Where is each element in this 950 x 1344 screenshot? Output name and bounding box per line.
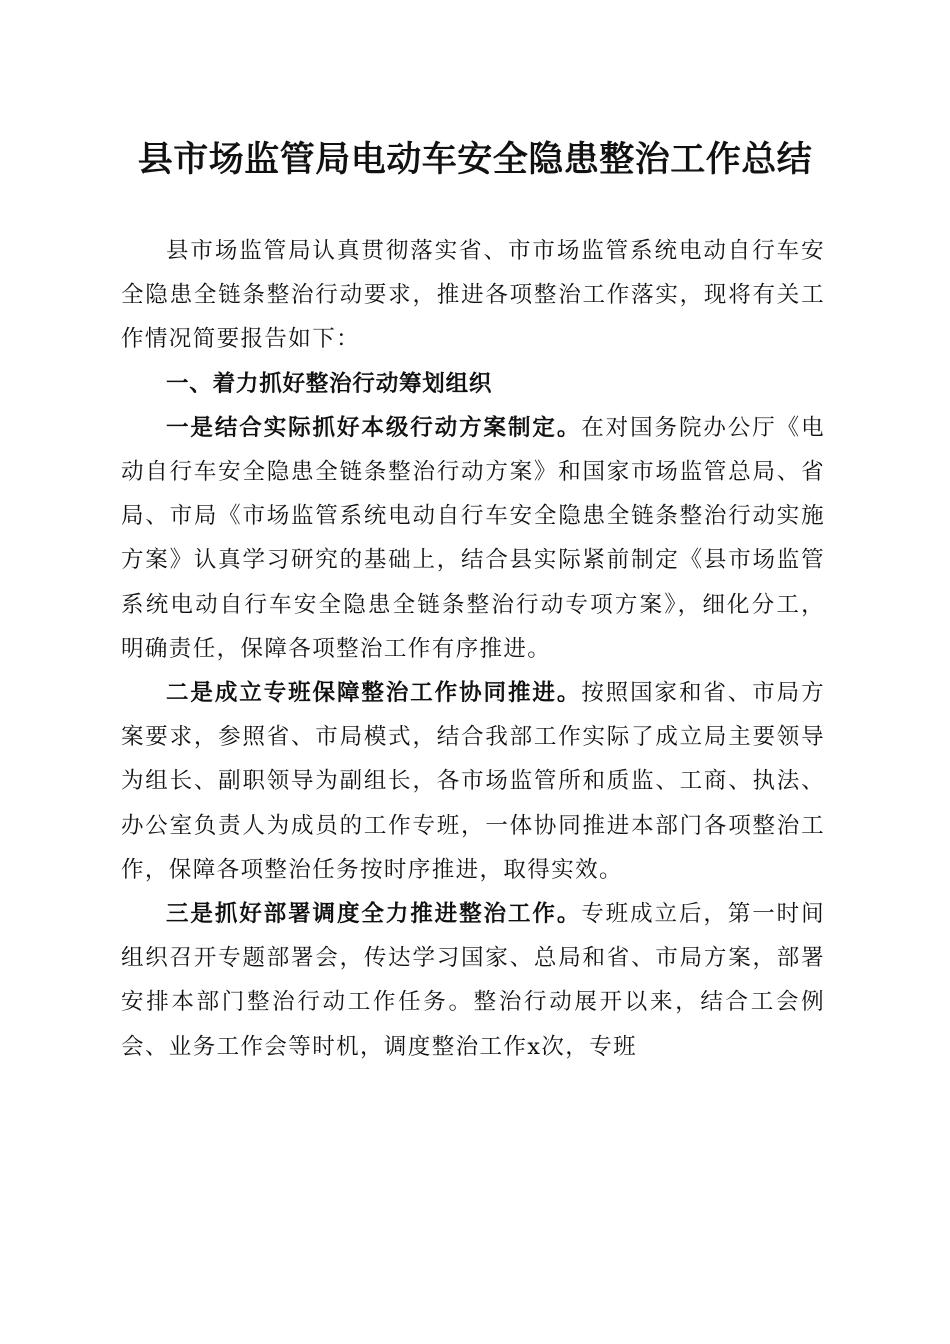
item-lead: 二是成立专班保障整治工作协同推进。 — [166, 680, 582, 707]
item-text: 专班成立后，第一时间组织召开专题部署会，传达学习国家、总局和省、市局方案，部署安排本部门整治行动工作任务。整治行动展开以来，结合工会例会、业务工作会等时机，调度整治工作x次，专班 — [121, 901, 825, 1060]
item-lead: 三是抓好部署调度全力推进整治工作。 — [166, 901, 582, 928]
document-title: 县市场监管局电动车安全隐患整治工作总结 — [137, 139, 813, 180]
document-body — [121, 229, 825, 1069]
section-heading: 一、着力抓好整治行动筹划组织 — [166, 370, 493, 397]
item-lead: 一是结合实际抓好本级行动方案制定。 — [166, 414, 582, 441]
item-text: 按照国家和省、市局方案要求，参照省、市局模式，结合我部工作实际了成立局主要领导为组长、副职领导为副组长，各市场监管所和质监、工商、执法、办公室负责人为成员的工作专班，一体协同推进本部门各项整治工作，保障各项整治任务按时序推进，取得实效。 — [121, 680, 825, 883]
item-text: 在对国务院办公厅《电动自行车安全隐患全链条整治行动方案》和国家市场监管总局、省局、市局《市场监管系统电动自行车安全隐患全链条整治行动实施方案》认真学习研究的基础上，结合县实际紧前制定《县市场监管系统电动自行车安全隐患全链条整治行动专项方案》，细化分工，明确责任，保障各项整治工作有序推进。 — [121, 414, 825, 662]
item-paragraph-1 — [121, 406, 825, 671]
item-paragraph-2 — [121, 671, 825, 892]
item-paragraph-3 — [121, 892, 825, 1069]
intro-paragraph: 县市场监管局认真贯彻落实省、市市场监管系统电动自行车安全隐患全链条整治行动要求，推进各项整治工作落实，现将有关工作情况简要报告如下： — [121, 238, 825, 353]
